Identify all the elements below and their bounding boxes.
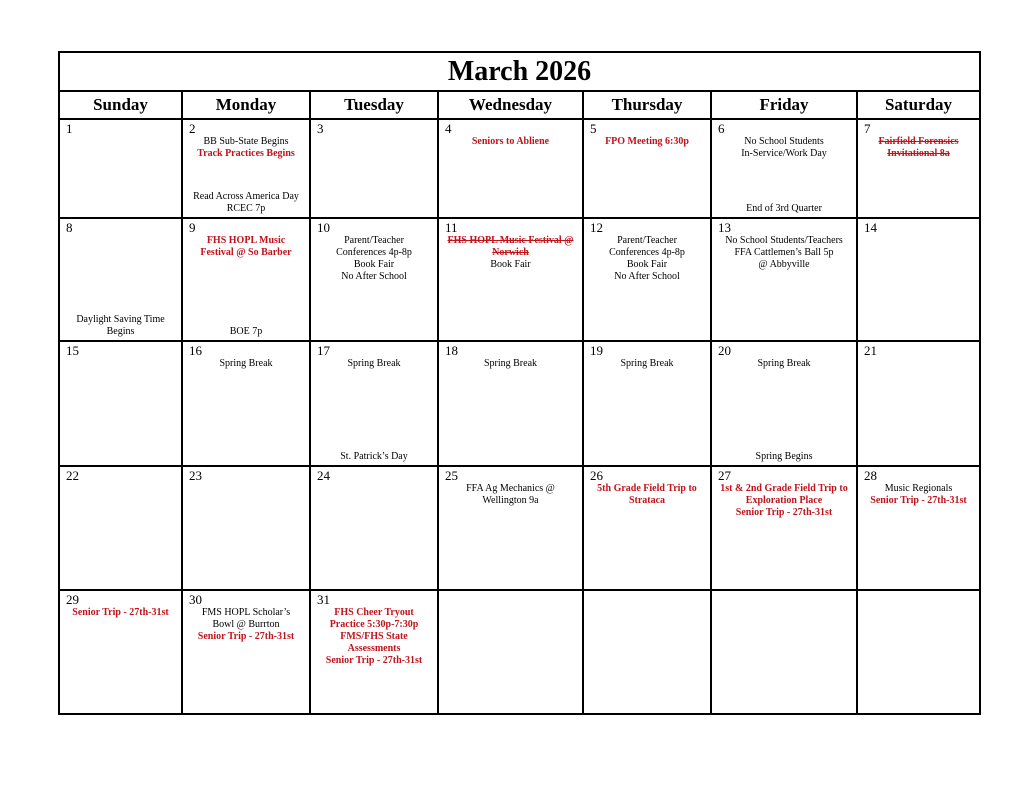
calendar-title: March 2026 <box>59 52 980 91</box>
day-events <box>185 607 307 643</box>
day-events <box>441 235 580 271</box>
day-number: 16 <box>189 343 202 358</box>
day-cell-content <box>712 219 856 340</box>
event-line: BB Sub-State Begins <box>203 136 289 147</box>
event-line: Conferences 4p-8p <box>336 247 412 258</box>
event-line: Exploration Place <box>745 495 823 506</box>
day-number: 22 <box>66 468 79 483</box>
event-line: Spring Break <box>757 358 811 369</box>
day-cell <box>857 218 980 341</box>
day-footer-events <box>714 203 854 215</box>
day-number: 19 <box>590 343 603 358</box>
calendar-table <box>58 51 981 715</box>
week-row <box>59 218 980 341</box>
event-line: In-Service/Work Day <box>741 148 827 159</box>
day-cell-content <box>183 342 309 465</box>
day-events <box>441 483 580 507</box>
day-cell-content <box>858 342 979 465</box>
day-events <box>714 136 854 160</box>
event-line: FMS HOPL Scholar’s <box>201 607 291 618</box>
day-cell <box>182 218 310 341</box>
day-cell-content <box>183 467 309 589</box>
day-cell <box>857 466 980 590</box>
day-cell-content <box>60 591 181 713</box>
day-cell-content <box>858 219 979 340</box>
weekday-saturday: Saturday <box>857 91 980 119</box>
day-cell <box>438 590 583 714</box>
event-line: Book Fair <box>626 259 668 270</box>
day-events <box>860 136 977 160</box>
event-line: Track Practices Begins <box>197 148 295 159</box>
event-line: Festival @ So Barber <box>200 247 292 258</box>
day-cell-content <box>712 467 856 589</box>
day-cell-content <box>584 120 710 217</box>
event-line: Spring Begins <box>755 451 813 462</box>
event-line: Book Fair <box>490 259 531 270</box>
day-footer-events <box>185 191 307 215</box>
day-cell <box>438 119 583 218</box>
day-cell-content <box>311 120 437 217</box>
day-number: 31 <box>317 592 330 607</box>
event-line: 5th Grade Field Trip to <box>597 483 697 494</box>
day-cell <box>310 218 438 341</box>
day-cell-content <box>311 591 437 713</box>
day-cell <box>711 218 857 341</box>
day-number: 26 <box>590 468 603 483</box>
cancelled-event-line: FHS HOPL Music Festival @ <box>447 235 574 246</box>
day-events <box>313 235 435 283</box>
week-row <box>59 590 980 714</box>
day-footer-events <box>185 326 307 338</box>
day-events <box>185 358 307 370</box>
weekday-header-row <box>59 91 980 119</box>
day-number: 9 <box>189 220 196 235</box>
day-cell <box>438 466 583 590</box>
day-cell <box>182 119 310 218</box>
day-footer-events <box>313 451 435 463</box>
event-line: Spring Break <box>347 358 401 369</box>
day-cell-content <box>60 467 181 589</box>
day-events <box>313 607 435 667</box>
day-cell-content <box>712 591 856 713</box>
day-cell-content <box>311 219 437 340</box>
event-line: FFA Ag Mechanics @ <box>466 483 555 494</box>
day-cell-content <box>60 342 181 465</box>
day-cell <box>59 590 182 714</box>
day-cell <box>857 341 980 466</box>
event-line: FPO Meeting 6:30p <box>605 136 689 147</box>
event-line: Music Regionals <box>884 483 953 494</box>
calendar-body <box>59 119 980 714</box>
day-cell-content <box>439 219 582 340</box>
day-number: 4 <box>445 121 452 136</box>
event-line: @ Abbyville <box>758 259 810 270</box>
event-line: Daylight Saving Time <box>76 314 165 325</box>
day-cell <box>583 119 711 218</box>
day-number: 25 <box>445 468 458 483</box>
day-number: 7 <box>864 121 871 136</box>
day-number: 17 <box>317 343 330 358</box>
day-cell <box>438 341 583 466</box>
day-events <box>185 235 307 259</box>
day-cell <box>711 466 857 590</box>
day-cell <box>59 218 182 341</box>
day-number: 12 <box>590 220 603 235</box>
day-footer-events <box>714 451 854 463</box>
week-row <box>59 341 980 466</box>
day-cell-content <box>712 120 856 217</box>
day-cell-content <box>584 219 710 340</box>
event-line: Senior Trip - 27th-31st <box>72 607 169 618</box>
event-line: Spring Break <box>620 358 674 369</box>
day-cell <box>583 466 711 590</box>
day-events <box>586 483 708 507</box>
event-line: No After School <box>341 271 407 282</box>
day-number: 30 <box>189 592 202 607</box>
event-line: Senior Trip - 27th-31st <box>197 631 295 642</box>
event-line: No After School <box>614 271 680 282</box>
day-cell-content <box>183 591 309 713</box>
day-cell <box>310 341 438 466</box>
event-line: Spring Break <box>219 358 273 369</box>
day-events <box>586 235 708 283</box>
weekday-thursday: Thursday <box>583 91 711 119</box>
day-number: 1 <box>66 121 73 136</box>
day-events <box>714 358 854 370</box>
day-events <box>586 358 708 370</box>
day-cell-content <box>60 219 181 340</box>
day-cell <box>310 119 438 218</box>
day-number: 5 <box>590 121 597 136</box>
day-cell <box>182 466 310 590</box>
cancelled-event-line: Invitational 8a <box>887 148 950 159</box>
day-events <box>714 235 854 271</box>
event-line: Senior Trip - 27th-31st <box>325 655 423 666</box>
day-events <box>441 358 580 370</box>
event-line: FMS/FHS State <box>340 631 408 642</box>
day-cell <box>583 218 711 341</box>
day-cell <box>438 218 583 341</box>
day-cell-content <box>858 467 979 589</box>
day-number: 29 <box>66 592 79 607</box>
day-cell-content <box>439 342 582 465</box>
day-cell-content <box>60 120 181 217</box>
day-number: 11 <box>445 220 458 235</box>
weekday-tuesday: Tuesday <box>310 91 438 119</box>
day-number: 8 <box>66 220 73 235</box>
day-number: 20 <box>718 343 731 358</box>
event-line: Seniors to Abliene <box>471 136 550 147</box>
weekday-sunday: Sunday <box>59 91 182 119</box>
event-line: End of 3rd Quarter <box>746 203 822 214</box>
day-cell <box>857 119 980 218</box>
day-cell <box>59 341 182 466</box>
day-number: 14 <box>864 220 877 235</box>
day-number: 21 <box>864 343 877 358</box>
day-events <box>441 136 580 148</box>
day-cell-content <box>584 467 710 589</box>
event-line: St. Patrick’s Day <box>340 451 408 462</box>
day-number: 2 <box>189 121 196 136</box>
day-cell <box>711 119 857 218</box>
event-line: Practice 5:30p-7:30p <box>329 619 419 630</box>
event-line: Book Fair <box>353 259 395 270</box>
day-cell-content <box>858 591 979 713</box>
day-number: 28 <box>864 468 877 483</box>
day-cell <box>182 590 310 714</box>
day-cell-content <box>712 342 856 465</box>
event-line: No School Students/Teachers <box>725 235 843 246</box>
day-cell <box>59 466 182 590</box>
day-cell-content <box>183 120 309 217</box>
day-number: 18 <box>445 343 458 358</box>
day-number: 23 <box>189 468 202 483</box>
event-line: FHS Cheer Tryout <box>334 607 414 618</box>
day-cell <box>857 590 980 714</box>
day-number: 24 <box>317 468 330 483</box>
event-line: 1st & 2nd Grade Field Trip to <box>720 483 848 494</box>
event-line: Parent/Teacher <box>617 235 677 246</box>
day-events <box>185 136 307 160</box>
day-cell <box>310 590 438 714</box>
event-line: FHS HOPL Music <box>206 235 286 246</box>
event-line: Bowl @ Burrton <box>212 619 280 630</box>
day-events <box>313 358 435 370</box>
day-cell <box>583 590 711 714</box>
event-line: Begins <box>106 326 135 337</box>
event-line: Assessments <box>347 643 401 654</box>
day-cell <box>583 341 711 466</box>
day-number: 10 <box>317 220 330 235</box>
day-cell-content <box>439 467 582 589</box>
cancelled-event-line: Norwich <box>492 247 529 258</box>
week-row <box>59 466 980 590</box>
event-line: Wellington 9a <box>482 495 539 506</box>
cancelled-event-line: Fairfield Forensics <box>878 136 959 147</box>
event-line: No School Students <box>744 136 824 147</box>
event-line: Spring Break <box>483 358 538 369</box>
day-cell-content <box>183 219 309 340</box>
event-line: FFA Cattlemen’s Ball 5p <box>734 247 834 258</box>
day-cell-content <box>584 342 710 465</box>
day-cell <box>711 590 857 714</box>
weekday-monday: Monday <box>182 91 310 119</box>
weekday-wednesday: Wednesday <box>438 91 583 119</box>
event-line: Read Across America Day <box>193 191 299 202</box>
day-cell-content <box>311 467 437 589</box>
event-line: Senior Trip - 27th-31st <box>735 507 833 518</box>
day-events <box>860 483 977 507</box>
event-line: Senior Trip - 27th-31st <box>870 495 967 506</box>
day-cell-content <box>439 120 582 217</box>
day-cell <box>711 341 857 466</box>
day-number: 13 <box>718 220 731 235</box>
day-events <box>62 607 179 619</box>
day-cell <box>310 466 438 590</box>
day-number: 27 <box>718 468 731 483</box>
event-line: Conferences 4p-8p <box>609 247 685 258</box>
day-number: 6 <box>718 121 725 136</box>
day-events <box>714 483 854 519</box>
day-cell <box>182 341 310 466</box>
event-line: BOE 7p <box>229 326 263 337</box>
day-footer-events <box>62 314 179 338</box>
day-cell <box>59 119 182 218</box>
day-cell-content <box>439 591 582 713</box>
day-cell-content <box>311 342 437 465</box>
day-number: 15 <box>66 343 79 358</box>
event-line: Strataca <box>628 495 666 506</box>
day-cell-content <box>584 591 710 713</box>
event-line: RCEC 7p <box>226 203 266 214</box>
weekday-friday: Friday <box>711 91 857 119</box>
day-number: 3 <box>317 121 324 136</box>
event-line: Parent/Teacher <box>344 235 404 246</box>
week-row <box>59 119 980 218</box>
day-cell-content <box>858 120 979 217</box>
day-events <box>586 136 708 148</box>
